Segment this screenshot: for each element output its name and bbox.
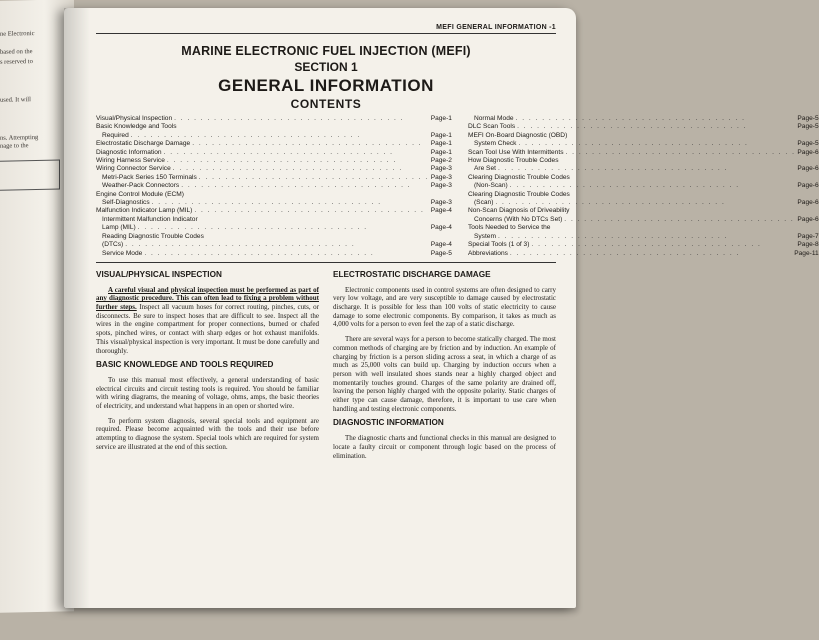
toc-leader-dots: . . . . . . . . . . . . . . . . . . . . . . . . . . . . . . . . . . . [192,140,423,148]
toc-leader-dots: . . . . . . . . . . . . . . . . . . . . . . . . . . . . . . . . . . . [144,249,375,257]
toc-entry-title: Wiring Connector Service [96,165,171,173]
table-of-contents [96,115,819,263]
toc-leader-dots: . . . . . . . . . . . . . . . . . . . . . . . . . . . . . . . . . . . [497,165,728,173]
basic-knowledge-paragraph: To perform system diagnosis, several special tools and equipment are required. Please become acquainted with the tools and their use before attempting to diagnose the system. Special tools which are required for system service are illustrated at the end of this section. [96,416,319,451]
toc-entry-title: Service Mode [102,249,143,257]
underlying-text-fragment: used. It will [0,96,31,104]
toc-leader-dots: . . . . . . . . . . . . . . . . . . . . . . . . . . . . . . . . . . . [163,148,394,156]
toc-entry [468,182,819,190]
toc-entry [468,115,819,123]
toc-entry-title: Are Set [473,165,496,173]
body-columns [96,268,556,466]
toc-entry-title: DLC Scan Tools [467,123,516,131]
toc-page-number: Page-6 [797,148,819,156]
toc-entry [96,216,452,224]
toc-entry-title: Visual/Physical Inspection [96,115,173,122]
toc-page-number: Page-5 [797,123,819,131]
toc-entry-title: Special Tools (1 of 3) [467,241,530,249]
toc-leader-dots: . . . . . . . . . . . . . . . . . . . . . . . . . . . . . . . . . . . [125,241,356,249]
toc-entry-title: Malfunction Indicator Lamp (MIL) [96,207,193,215]
toc-entry-title: Scan Tool Use With Intermittents [467,148,564,156]
toc-entry [96,241,452,249]
underlying-text-fragment: based on the [0,48,33,56]
toc-entry [96,191,452,199]
toc-entry-title: System Check [473,140,517,148]
underlying-text-fragment: ne Electronic [0,30,35,38]
toc-page-number: Page-11 [794,249,819,257]
toc-entry-title: MEFI On-Board Diagnostic (OBD) [467,131,568,139]
toc-entry-title: Lamp (MIL) [102,224,136,232]
toc-leader-dots: . . . . . . . . . . . . . . . . . . . . . . . . . . . . . . . . . . . [172,165,403,173]
toc-entry [96,250,452,258]
toc-entry-title: System [473,232,496,240]
toc-page-number: Page-8 [797,241,819,249]
toc-leader-dots: . . . . . . . . . . . . . . . . . . . . . . . . . . . . . . . . . . . [137,224,368,232]
esd-heading: ELECTROSTATIC DISCHARGE DAMAGE [333,269,491,279]
right-column [333,268,556,466]
toc-entry-title: Non-Scan Diagnosis of Driveability [467,207,570,215]
toc-entry [96,207,452,215]
left-column [96,268,319,466]
toc-page-number: Page-1 [430,148,452,156]
toc-entry-title: Abbreviations [467,249,508,257]
toc-leader-dots: . . . . . . . . . . . . . . . . . . . . . . . . . . . . . . . . . . . [565,148,796,156]
toc-entry [96,182,452,190]
toc-entry [468,132,819,140]
toc-entry [468,216,819,224]
toc-leader-dots: . . . . . . . . . . . . . . . . . . . . . . . . . . . . . . . . . . . [151,199,382,207]
toc-entry-title: Diagnostic Information [96,148,162,156]
toc-entry [96,224,452,232]
toc-page-number: Page-5 [430,249,452,257]
toc-entry [468,241,819,249]
visual-inspection-paragraph [96,286,319,356]
toc-entry [96,165,452,173]
toc-leader-dots: . . . . . . . . . . . . . . . . . . . . . . . . . . . . . . . . . . . [517,123,748,131]
toc-entry [468,199,819,207]
toc-page-number: Page-2 [430,157,452,165]
toc-right-column [468,115,819,258]
toc-entry-title: Clearing Diagnostic Trouble Codes [467,190,570,198]
toc-leader-dots: . . . . . . . . . . . . . . . . . . . . . . . . . . . . . . . . . . . [515,115,746,122]
running-head: MEFI GENERAL INFORMATION -1 [96,24,556,34]
toc-page-number: Page-4 [430,224,452,232]
toc-entry-title: Metri-Pack Series 150 Terminals [102,173,197,181]
toc-entry-title: Engine Control Module (ECM) [96,190,184,198]
toc-entry-title: Reading Diagnostic Trouble Codes [102,232,204,240]
toc-leader-dots: . . . . . . . . . . . . . . . . . . . . . . . . . . . . . . . . . . . [564,215,795,223]
toc-page-number: Page-3 [430,165,452,173]
toc-page-number: Page-3 [430,182,452,190]
toc-entry [96,157,452,165]
visual-inspection-text: Inspect all vacuum hoses for correct routing, pinches, cuts, or disconnects. Be sure to inspect hoses that are difficult to see. Inspect all the wires in the engine compartment for proper connections, burned or chafed spots, pinched wires, or contact with sharp edges or hot exhaust manifolds. This visual/physical inspection is very important. It must be done carefully and thoroughly. [96,303,319,355]
esd-paragraph: Electronic components used in control systems are often designed to carry very low voltage, and are very susceptible to damage caused by electrostatic discharge. It is possible for less than 100 volts of static electricity to cause damage to some electronic components. By comparison, it takes as much as 4,000 volts for a person to even feel the zap of a static discharge. [333,285,556,329]
underlying-text-fragment: nage to the [0,142,29,150]
toc-entry [468,207,819,215]
toc-entry [468,233,819,241]
toc-leader-dots: . . . . . . . . . . . . . . . . . . . . . . . . . . . . . . . . . . . [509,249,740,257]
toc-entry-title: Self-Diagnostics [102,199,150,207]
toc-entry [468,123,819,131]
toc-leader-dots: . . . . . . . . . . . . . . . . . . . . . . . . . . . . . . . . . . . [174,115,405,122]
toc-entry [468,157,819,165]
toc-entry [96,174,452,182]
toc-entry-title: Required [102,131,129,139]
toc-entry [96,115,452,123]
toc-leader-dots: . . . . . . . . . . . . . . . . . . . . . . . . . . . . . . . . . . . [495,199,726,207]
toc-entry-title: Basic Knowledge and Tools [96,123,177,131]
toc-entry [468,224,819,232]
toc-entry [96,132,452,140]
toc-page-number: Page-5 [797,115,819,122]
toc-entry-title: Clearing Diagnostic Trouble Codes [467,173,570,181]
section-number: SECTION 1 [294,60,358,74]
toc-page-number: Page-5 [797,140,819,148]
diagnostic-info-paragraph: The diagnostic charts and functional checks in this manual are designed to locate a faulty circuit or component through logic based on the process of elimination. [333,434,556,460]
toc-leader-dots: . . . . . . . . . . . . . . . . . . . . . . . . . . . . . . . . . . . [130,131,361,139]
toc-entry-title: How Diagnostic Trouble Codes [467,157,559,165]
toc-leader-dots: . . . . . . . . . . . . . . . . . . . . . . . . . . . . . . . . . . . [531,241,762,249]
toc-leader-dots: . . . . . . . . . . . . . . . . . . . . . . . . . . . . . . . . . . . [166,157,397,165]
toc-page-number: Page-3 [430,173,452,181]
toc-entry-title: Tools Needed to Service the [467,224,551,232]
toc-leader-dots: . . . . . . . . . . . . . . . . . . . . . . . . . . . . . . . . . . . [194,207,425,215]
underlying-page [0,0,74,613]
visual-inspection-heading: VISUAL/PHYSICAL INSPECTION [96,269,222,279]
toc-entry [468,191,819,199]
toc-page-number: Page-4 [430,207,452,215]
diagnostic-info-heading: DIAGNOSTIC INFORMATION [333,418,444,428]
toc-leader-dots: . . . . . . . . . . . . . . . . . . . . . . . . . . . . . . . . . . . [181,182,412,190]
toc-entry [96,149,452,157]
toc-page-number: Page-6 [797,215,819,223]
toc-entry [96,233,452,241]
toc-leader-dots: . . . . . . . . . . . . . . . . . . . . . . . . . . . . . . . . . . . [198,173,429,181]
visual-inspection-emphasis: A careful visual and physical inspection must be performed as part of any diagnostic procedure. This can often lead to fixing a problem without further steps. [96,285,319,312]
toc-entry-title: Intermittent Malfunction Indicator [102,215,198,223]
toc-page-number: Page-6 [797,182,819,190]
toc-entry [468,149,819,157]
toc-entry [96,123,452,131]
toc-page-number: Page-4 [430,241,452,249]
basic-knowledge-paragraph: To use this manual most effectively, a general understanding of basic electrical circuits and circuit testing tools is required. You should be familiar with wiring diagrams, the meaning of voltage, ohms, amps, the basic theories of electricity, and understand what happens in an open or shorted wire. [96,375,319,411]
esd-paragraph: There are several ways for a person to become statically charged. The most common methods of charging are by friction and by induction. An example of charging by friction is a person sliding across a seat, in which a charge of as much as 25,000 volts can build up. Charging by induction occurs when a person with well insulated shoes stands near a highly charged object and momentarily touches ground. Charges of the same polarity are drained off, leaving the person highly charged with the opposite polarity. Static charges of either type can cause damage, therefore, it is important to use care when handling and testing electronic components. [333,335,556,413]
toc-entry [468,250,819,258]
basic-knowledge-heading: BASIC KNOWLEDGE AND TOOLS REQUIRED [96,360,274,370]
underlying-box [0,160,60,191]
toc-entry-title: (DTCs) [102,241,124,249]
toc-page-number: Page-3 [430,199,452,207]
toc-leader-dots: . . . . . . . . . . . . . . . . . . . . . . . . . . . . . . . . . . . [518,140,749,148]
toc-entry-title: Wiring Harness Service [96,157,165,165]
toc-entry-title: Normal Mode [473,115,514,122]
toc-page-number: Page-6 [797,199,819,207]
toc-entry [468,165,819,173]
toc-page-number: Page-7 [797,232,819,240]
toc-leader-dots: . . . . . . . . . . . . . . . . . . . . . . . . . . . . . . . . . . . [509,182,740,190]
section-title: GENERAL INFORMATION [218,76,434,95]
toc-leader-dots: . . . . . . . . . . . . . . . . . . . . . . . . . . . . . . . . . . . [497,232,728,240]
toc-page-number: Page-1 [430,140,452,148]
document-title: MARINE ELECTRONIC FUEL INJECTION (MEFI) [181,44,471,58]
toc-left-column [96,115,452,258]
toc-entry [96,199,452,207]
toc-entry-title: (Non-Scan) [473,182,508,190]
contents-heading: CONTENTS [290,97,362,111]
underlying-text-fragment: s reserved to [0,58,33,66]
toc-entry-title: Weather-Pack Connectors [102,182,180,190]
toc-entry [468,140,819,148]
toc-entry [96,140,452,148]
underlying-text-fragment: ns. Attempting [0,133,39,142]
toc-entry-title: Electrostatic Discharge Damage [96,140,191,148]
toc-entry [468,174,819,182]
toc-page-number: Page-6 [797,165,819,173]
toc-page-number: Page-1 [430,115,452,122]
toc-entry-title: (Scan) [473,199,494,207]
toc-page-number: Page-1 [430,131,452,139]
manual-page [64,8,819,608]
toc-entry-title: Concerns (With No DTCs Set) [473,215,563,223]
